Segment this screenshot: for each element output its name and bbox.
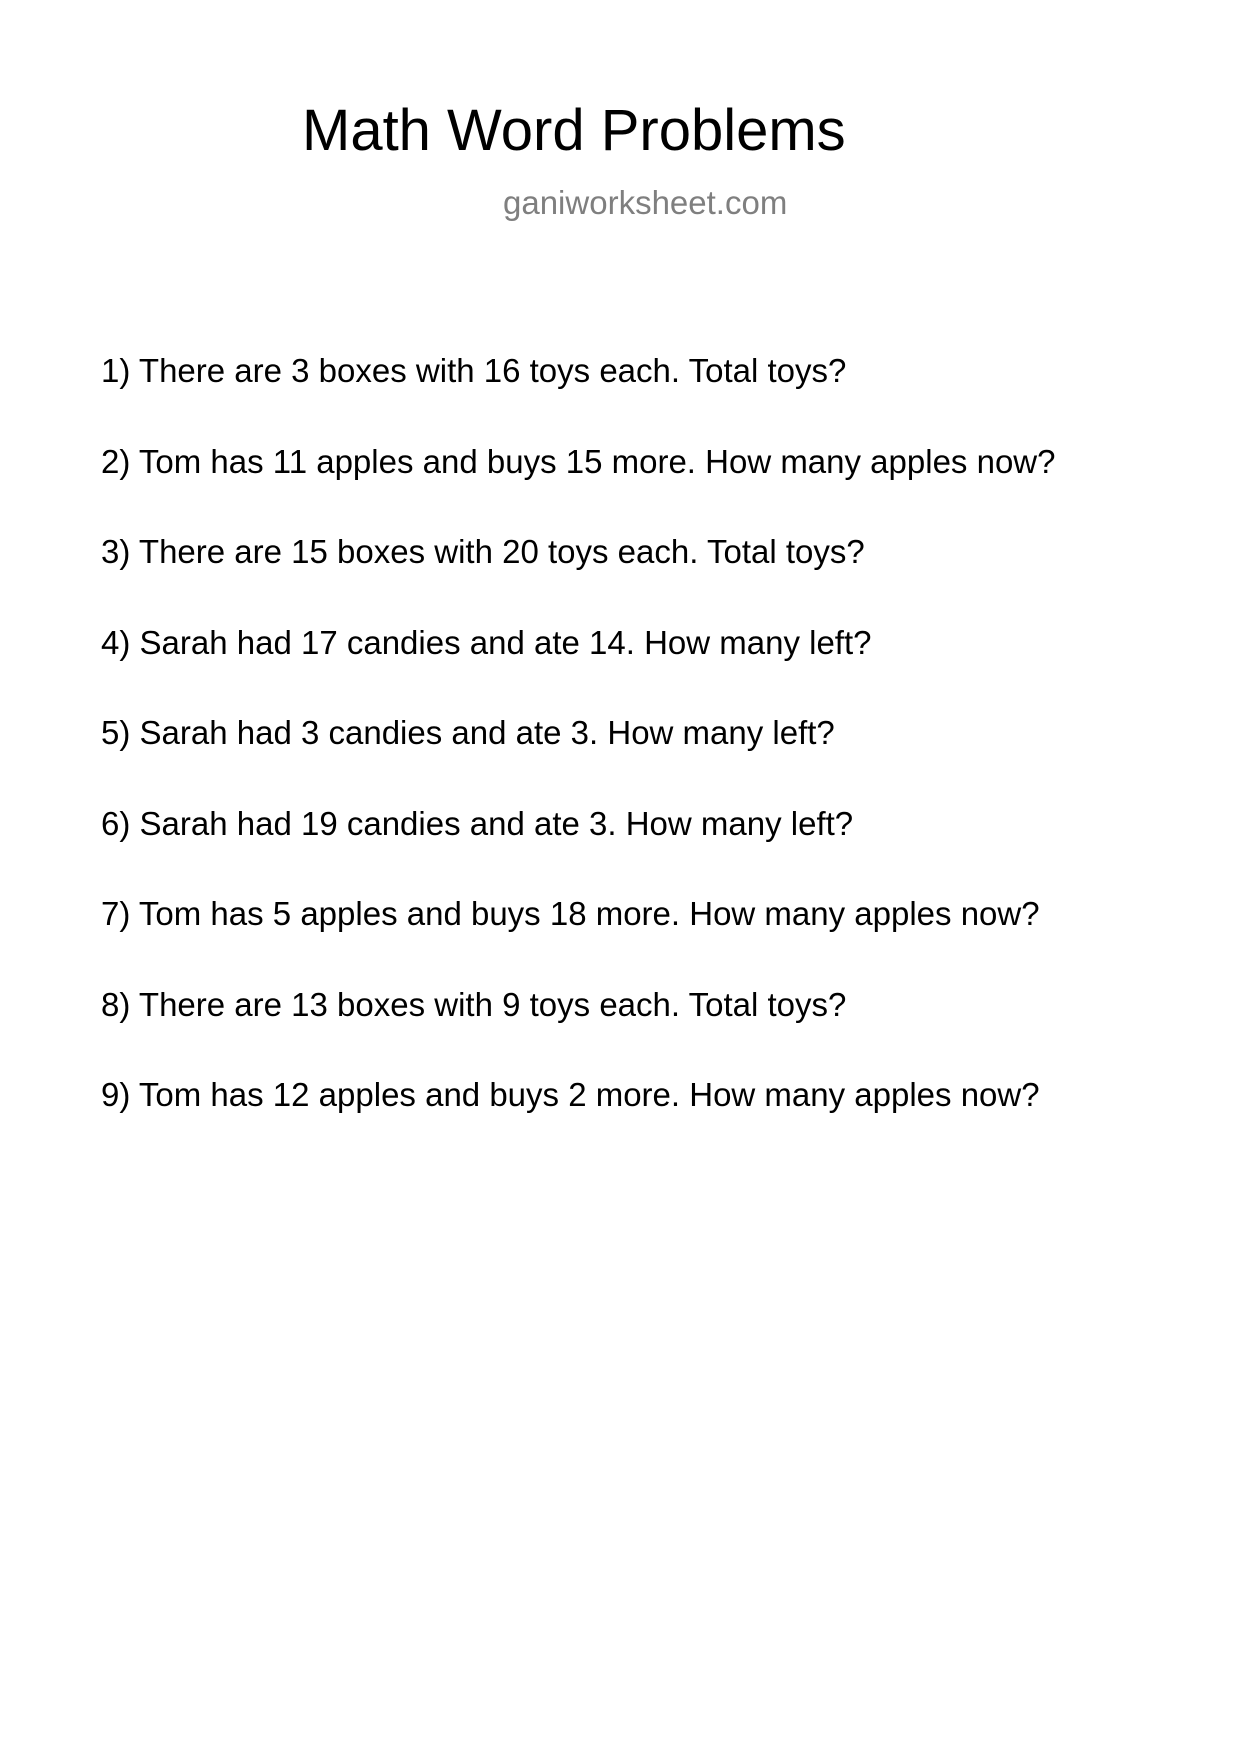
problem-item: 5) Sarah had 3 candies and ate 3. How many left? bbox=[101, 714, 835, 751]
source-website: ganiworksheet.com bbox=[503, 184, 788, 221]
problem-item: 4) Sarah had 17 candies and ate 14. How many left? bbox=[101, 623, 872, 661]
problem-item: 1) There are 3 boxes with 16 toys each. Total toys? bbox=[101, 352, 847, 389]
problem-item: 8) There are 13 boxes with 9 toys each. Total toys? bbox=[101, 985, 847, 1023]
page-title: Math Word Problems bbox=[302, 98, 846, 163]
problem-list bbox=[101, 350, 1056, 1165]
problem-item: 9) Tom has 12 apples and buys 2 more. How many apples now? bbox=[101, 1076, 1040, 1113]
problem-item: 6) Sarah had 19 candies and ate 3. How many left? bbox=[101, 804, 854, 842]
problem-item: 2) Tom has 11 apples and buys 15 more. How many apples now? bbox=[101, 442, 1056, 480]
problem-item: 3) There are 15 boxes with 20 toys each. Total toys? bbox=[101, 533, 865, 570]
problem-item: 7) Tom has 5 apples and buys 18 more. How many apples now? bbox=[101, 895, 1040, 932]
